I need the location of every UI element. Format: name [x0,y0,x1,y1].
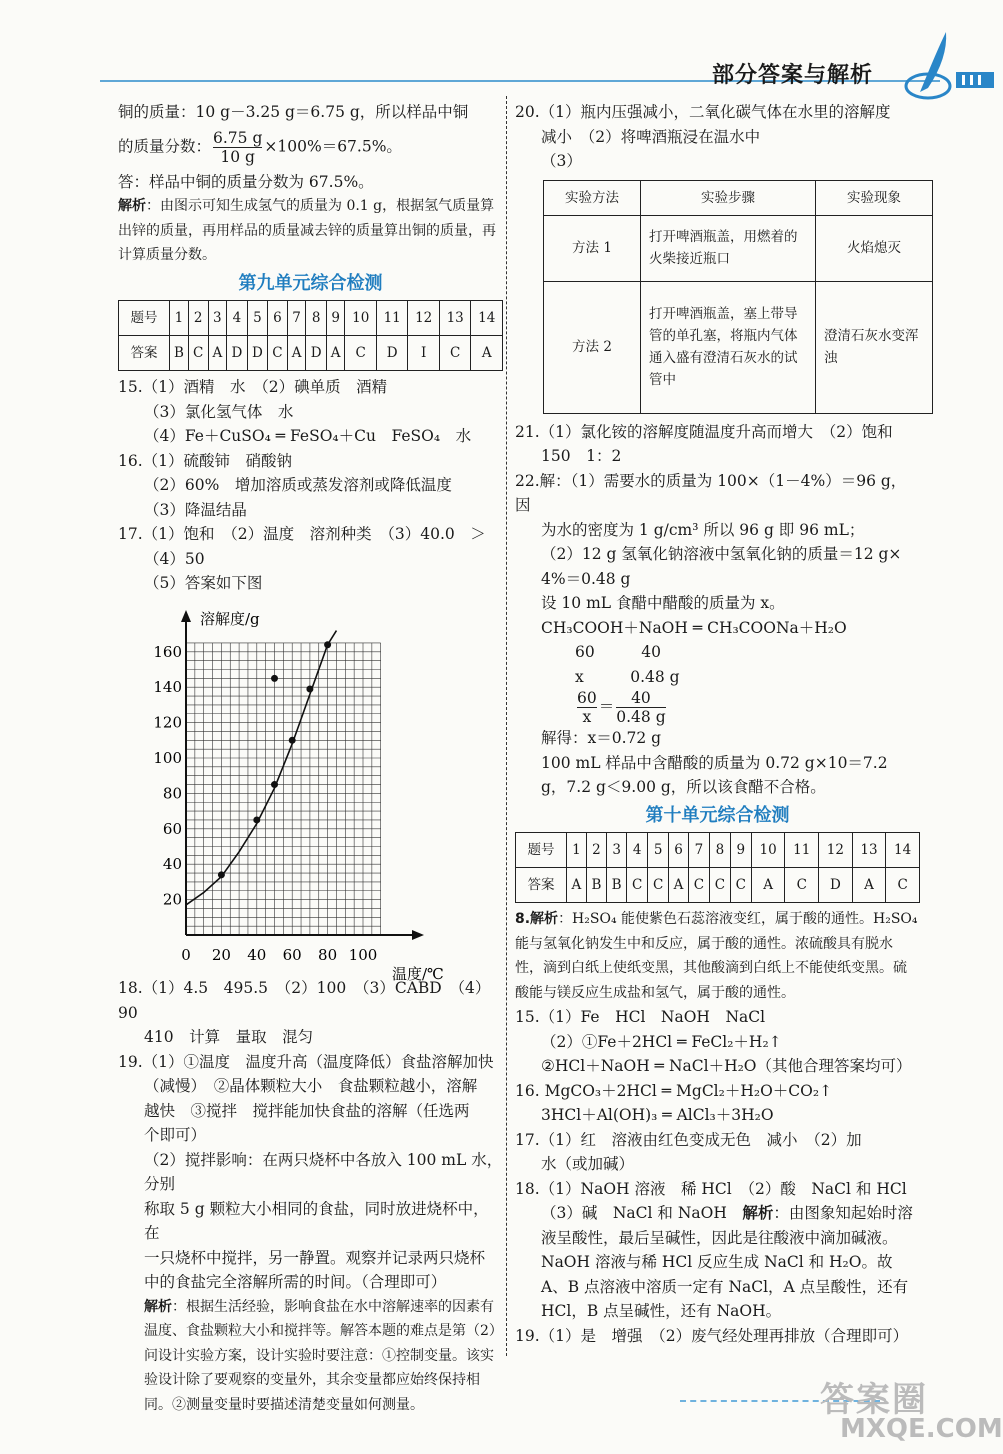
table-cell: 方法 2 [544,281,641,413]
analysis-paragraph [515,1201,920,1324]
table-cell: D [227,336,247,371]
table-cell: 9 [730,833,751,868]
fraction-numerator: 60 [577,689,597,707]
mass-fraction-suffix: ×100%＝67.5%。 [264,137,402,155]
analysis-text: ：根据生活经验，影响食盐在水中溶解速率的因素有温度、食盐颗粒大小和搅拌等。解答本题的难点是第（2）问设计实验方案，设计实验时要注意：①控制变量。该实验设计除了要观察的变量外，其余变量都应始终保持相同。②测量变量时要描述清楚变量如何测量。 [144,1298,503,1413]
q16-line: 16.（1）硫酸铈 硝酸钠 [118,451,293,470]
q19-line: 个即可） [144,1126,207,1144]
table-cell: A [208,336,227,371]
q15-line: 15.（1）Fe HCl NaOH NaCl [515,1008,766,1026]
table-cell: 4 [627,833,648,868]
solubility-curve [186,631,336,905]
q19-line: 19.（1）是 增强 （2）废气经处理再排放（合理即可） [515,1326,909,1345]
analysis-label: 解析 [118,198,146,214]
analysis-paragraph [515,907,920,1005]
y-tick-label: 20 [162,890,182,909]
table-cell: 11 [376,301,407,336]
y-axis-arrow [181,610,191,622]
fraction-numerator: 40 [616,689,665,708]
watermark-logo: 答案圈 [820,1380,928,1420]
table-cell: C [730,868,751,903]
q17-line: 水（或加碱） [541,1155,635,1173]
table-cell: 澄清石灰水变浑浊 [816,281,933,413]
q22-line: 解得：x＝0.72 g [541,729,662,747]
right-column [515,100,920,1348]
analysis-label: 8.解析 [515,911,559,927]
fraction-denominator: x [582,708,592,726]
table-cell: C [648,868,669,903]
q17-line: 17.（1）饱和 （2）温度 溶剂种类 （3）40.0 ＞ [118,525,486,543]
table-cell: 10 [345,301,376,336]
fraction-denominator: 10 g [220,147,255,166]
q19-line: 中的食盐完全溶解所需的时间。（合理即可） [144,1273,447,1291]
table-cell: 打开啤酒瓶盖，用燃着的火柴接近瓶口 [641,215,816,281]
q16-line: 3HCl＋Al(OH)₃ ═ AlCl₃＋3H₂O [541,1106,774,1124]
analysis-text: ：H₂SO₄ 能使紫色石蕊溶液变红，属于酸的通性。H₂SO₄ 能与氢氧化钠发生中和反应，属于酸的通性。浓硫酸具有脱水性，滴到白纸上使纸变黑，其他酸滴到白纸上不能使纸变黑。硫酸能与镁反应生成盐和氢气，属于酸的通性。 [515,911,918,1001]
mass-fraction-line [118,129,503,166]
table-cell: C [785,868,819,903]
data-point [271,781,278,788]
table-cell: A [287,336,306,371]
mass-fraction-prefix: 的质量分数： [118,137,212,155]
table-cell: 9 [326,301,345,336]
analysis-label: 解析 [742,1204,774,1222]
table-row [544,180,933,215]
q22-line: 为水的密度为 1 g/cm³ 所以 96 g 即 96 mL； [541,520,865,539]
table-cell: C [345,336,376,371]
left-column-lower [118,976,503,1417]
table-row-numbers [119,301,503,336]
q22-proportion [515,689,920,726]
data-point [253,816,260,823]
table-cell: 13 [852,833,886,868]
table-cell: A [751,868,785,903]
table-header-cell: 答案 [119,336,170,371]
q18-line: （3）碱 NaCl 和 NaOH [541,1204,727,1222]
x-tick-label: 100 [348,946,378,964]
q22-line: g，7.2 g＜9.00 g，所以该食醋不合格。 [541,778,826,796]
table-cell: A [326,336,345,371]
q21-line: 21.（1）氯化铵的溶解度随温度升高而增大 （2）饱和 [515,422,893,441]
q18-line: 410 计算 量取 混匀 [144,1028,314,1046]
table-cell: C [688,868,709,903]
chart-grid [186,643,381,935]
q17-line: （5）答案如下图 [144,574,263,592]
x-tick-label: 0 [181,946,191,964]
data-point [289,737,296,744]
q20-line: 减小 （2）将啤酒瓶浸在温水中 [541,127,761,146]
answer-line: 答：样品中铜的质量分数为 67.5%。 [118,172,374,191]
table-cell: 13 [439,301,470,336]
table-cell: D [247,336,267,371]
table-cell: 7 [688,833,709,868]
y-axis-label: 溶解度/g [200,610,260,628]
q19-line: 称取 5 g 颗粒大小相同的食盐，同时放进烧杯中，在 [144,1199,489,1242]
table-cell: 打开啤酒瓶盖，塞上带导管的单孔塞，将瓶内气体通入盛有澄清石灰水的试管中 [641,281,816,413]
data-point [324,641,331,648]
table-cell: D [376,336,407,371]
data-point [306,685,313,692]
x-tick-label: 40 [247,946,267,964]
table-cell: 5 [247,301,267,336]
y-tick-label: 100 [153,749,182,767]
table-row-numbers [516,833,920,868]
x-axis-label: 温度/℃ [392,965,444,983]
q22-line: （2）12 g 氢氧化钠溶液中氢氧化钠的质量＝12 g× [541,545,902,563]
y-tick-label: 120 [153,713,182,732]
q18-line: 18.（1）4.5 495.5 （2）100 （3）CABD （4）90 [118,979,491,1022]
quill-logo-icon [898,28,998,108]
column-divider [506,96,507,1356]
q16-line: 16. MgCO₃＋2HCl ═ MgCl₂＋H₂O＋CO₂↑ [515,1081,833,1100]
table-cell: B [170,336,189,371]
table-row [544,215,933,281]
table-cell: 火焰熄灭 [816,215,933,281]
y-tick-label: 60 [162,819,182,838]
table-cell: 6 [669,833,689,868]
table-cell: 1 [170,301,189,336]
q17-line: 17.（1）红 溶液由红色变成无色 减小 （2）加 [515,1130,862,1149]
outlier-point [271,675,278,682]
fraction [577,689,597,726]
y-tick-label: 40 [162,855,182,874]
table-cell: A [567,868,587,903]
table-cell: 3 [607,833,627,868]
q20-line: 20.（1）瓶内压强减小，二氧化碳气体在水里的溶解度 [515,103,891,121]
analysis-paragraph [118,1295,503,1418]
table-cell: B [607,868,627,903]
q17-line: （4）50 [144,549,205,568]
table-cell: D [819,868,853,903]
q15-line: （2）①Fe＋2HCl ═ FeCl₂＋H₂↑ [541,1032,782,1051]
q19-line: （2）搅拌影响：在两只烧杯中各放入 100 mL 水，分别 [144,1150,503,1193]
q22-equation: CH₃COOH＋NaOH ═ CH₃COONa＋H₂O [541,618,847,637]
table-row-answers [516,868,920,903]
table-row-answers [119,336,503,371]
table-cell: B [586,868,606,903]
q22-line: x 0.48 g [575,667,680,686]
section-title-unit9: 第九单元综合检测 [238,272,383,294]
table-cell: 14 [471,301,503,336]
x-tick-label: 80 [318,946,338,964]
watermark-url: MXQE.COM [840,1414,1003,1444]
analysis-paragraph [118,194,503,268]
table-header-cell: 答案 [516,868,567,903]
q22-line: 60 40 [575,643,661,661]
q19-line: （减慢） ②晶体颗粒大小 食盐颗粒越小，溶解 [144,1077,478,1095]
table-header-cell: 题号 [119,301,170,336]
q15-line: ②HCl＋NaOH ═ NaCl＋H₂O（其他合理答案均可） [541,1057,912,1075]
table-cell: C [188,336,208,371]
table-cell: C [439,336,470,371]
table-cell: 10 [751,833,785,868]
table-cell: 方法 1 [544,215,641,281]
fraction [213,129,262,166]
table-cell: 6 [268,301,288,336]
y-tick-label: 80 [162,784,182,803]
q22-line: 4%＝0.48 g [541,569,631,588]
fraction [616,689,665,726]
q18-line: 18.（1）NaOH 溶液 稀 HCl （2）酸 NaCl 和 HCl [515,1179,907,1198]
table-cell: 8 [709,833,730,868]
q16-line: （3）降温结晶 [144,500,247,519]
x-axis-arrow [412,930,424,940]
q22-line: 100 mL 样品中含醋酸的质量为 0.72 g×10＝7.2 [541,753,888,772]
x-tick-label: 60 [282,946,302,964]
analysis-text: ：由图示可知生成氢气的质量为 0.1 g，根据氢气质量算出锌的质量，再用样品的质量减去锌的质量算出铜的质量，再计算质量分数。 [118,198,496,263]
experiment-table [543,180,933,414]
table-cell: I [408,336,439,371]
x-tick-label: 20 [211,946,231,964]
table-cell: 4 [227,301,247,336]
table-header-cell: 实验现象 [816,180,933,215]
table-cell: A [471,336,503,371]
q19-line: 19.（1）①温度 温度升高（温度降低）食盐溶解加快 [118,1052,494,1071]
table-cell: C [627,868,648,903]
table-cell: 12 [819,833,853,868]
q16-line: （2）60% 增加溶质或蒸发溶剂或降低温度 [144,476,452,494]
q15-line: （3）氯化氢气体 水 [144,402,294,421]
q20-line: （3） [541,152,582,170]
answer-table-unit9 [118,300,503,371]
q15-line: 15.（1）酒精 水 （2）碘单质 酒精 [118,378,388,396]
table-cell: 12 [408,301,439,336]
q22-line: 22.解：（1）需要水的质量为 100×（1－4%）＝96 g，因 [515,471,907,514]
data-point [218,871,225,878]
table-cell: 2 [188,301,208,336]
table-cell: 11 [785,833,819,868]
fraction-numerator: 6.75 g [213,128,263,147]
table-cell: 14 [886,833,920,868]
q15-line: （4）Fe＋CuSO₄ ═ FeSO₄＋Cu FeSO₄ 水 [144,427,472,445]
left-column [118,100,503,596]
table-cell: 8 [306,301,326,336]
q19-line: 一只烧杯中搅拌，另一静置。观察并记录两只烧杯 [144,1248,486,1267]
table-cell: 3 [208,301,227,336]
table-cell: 5 [648,833,669,868]
analysis-label: 解析 [144,1298,172,1315]
table-cell: 7 [287,301,306,336]
table-cell: 2 [586,833,606,868]
intro-line: 铜的质量：10 g－3.25 g＝6.75 g，所以样品中铜 [118,103,469,121]
table-row [544,281,933,413]
equals-sign: ＝ [598,697,615,716]
fraction-denominator: 0.48 g [616,708,666,726]
table-cell: A [669,868,689,903]
table-cell: 1 [567,833,587,868]
q22-line: 设 10 mL 食醋中醋酸的质量为 x。 [541,594,785,612]
table-cell: A [852,868,886,903]
table-cell: C [886,868,920,903]
y-tick-label: 160 [153,642,182,661]
table-cell: D [306,336,326,371]
table-cell: C [268,336,288,371]
table-header-cell: 实验步骤 [641,180,816,215]
analysis-text: ：由图象知起始时溶液呈酸性，最后呈碱性，因此是往酸液中滴加碱液。NaOH 溶液与稀 HCl 反应生成 NaCl 和 H₂O。故 A、B 点溶液中溶质一定有 NaCl，A 点呈酸性，还有 HCl，B 点呈碱性，还有 NaOH。 [541,1204,913,1320]
q21-line: 150 1：2 [541,447,622,465]
table-header-cell: 实验方法 [544,180,641,215]
solubility-chart [150,600,444,983]
y-tick-label: 140 [153,678,182,697]
q19-line: 越快 ③搅拌 搅拌能加快食盐的溶解（任选两 [144,1101,470,1120]
page-title: 部分答案与解析 [712,63,874,88]
table-header-cell: 题号 [516,833,567,868]
section-title-unit10: 第十单元综合检测 [645,804,790,826]
table-cell: C [709,868,730,903]
answer-table-unit10 [515,832,920,903]
